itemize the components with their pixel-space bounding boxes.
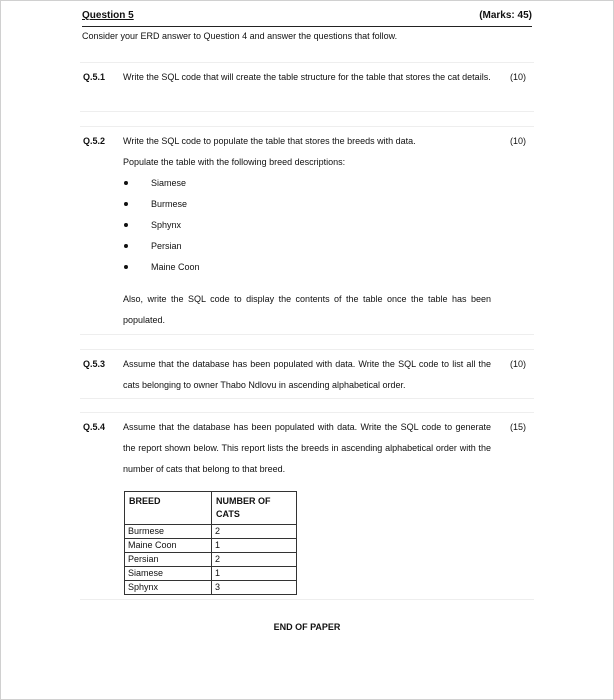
- question-number: Q.5.2: [83, 136, 106, 146]
- breed-name: Maine Coon: [151, 262, 200, 272]
- table-row: [125, 525, 297, 539]
- question-number: Q.5.3: [83, 359, 106, 369]
- question-block-5-3: [80, 349, 534, 399]
- question-text: Assume that the database has been populated with data. Write the SQL code to generate the report shown below. This report lists the breeds in ascending alphabetical order with the number of cats that belong to that breed.: [123, 422, 491, 474]
- breed-list: [123, 173, 200, 278]
- breed-cell: Siamese: [125, 567, 212, 581]
- list-item: [123, 173, 200, 194]
- question-block-5-4: [80, 412, 534, 600]
- question-text-line2: Populate the table with the following breed descriptions:: [123, 157, 346, 167]
- bullet-icon: [124, 181, 128, 185]
- column-header-number-of-cats: NUMBER OF CATS: [212, 492, 297, 525]
- question-number: Q.5.1: [83, 72, 106, 82]
- column-header-breed: BREED: [125, 492, 212, 525]
- breed-cell: Sphynx: [125, 581, 212, 595]
- list-item: [123, 194, 200, 215]
- breed-cell: Maine Coon: [125, 539, 212, 553]
- breed-name: Persian: [151, 241, 182, 251]
- table-row: [125, 567, 297, 581]
- question-marks-value: (10): [509, 359, 526, 369]
- bullet-icon: [124, 265, 128, 269]
- question-title: Question 5: [82, 10, 134, 21]
- question-text-after: Also, write the SQL code to display the contents of the table once the table has been populated.: [123, 294, 491, 325]
- question-block-5-2: [80, 126, 534, 335]
- table-row: [125, 553, 297, 567]
- count-cell: 1: [212, 539, 297, 553]
- question-block-5-1: [80, 62, 534, 112]
- count-cell: 2: [212, 553, 297, 567]
- question-text: Assume that the database has been populated with data. Write the SQL code to list all the cats belonging to owner Thabo Ndlovu in ascending alphabetical order.: [123, 359, 491, 390]
- breed-cell: Burmese: [125, 525, 212, 539]
- table-header-row: [125, 492, 297, 525]
- count-cell: 3: [212, 581, 297, 595]
- question-text-line1: Write the SQL code to populate the table that stores the breeds with data.: [123, 136, 416, 146]
- question-marks: (Marks: 45): [479, 10, 532, 21]
- breed-cell: Persian: [125, 553, 212, 567]
- count-cell: 1: [212, 567, 297, 581]
- breed-name: Burmese: [151, 199, 188, 209]
- end-of-paper: END OF PAPER: [273, 622, 341, 632]
- question-marks-value: (15): [509, 422, 526, 432]
- bullet-icon: [124, 202, 128, 206]
- list-item: [123, 236, 200, 257]
- bullet-icon: [124, 223, 128, 227]
- question-header: [82, 10, 532, 27]
- bullet-icon: [124, 244, 128, 248]
- table-row: [125, 581, 297, 595]
- question-marks-value: (10): [509, 72, 526, 82]
- list-item: [123, 257, 200, 278]
- question-number: Q.5.4: [83, 422, 106, 432]
- count-cell: 2: [212, 525, 297, 539]
- question-marks-value: (10): [509, 136, 526, 146]
- table-row: [125, 539, 297, 553]
- breed-name: Sphynx: [151, 220, 182, 230]
- list-item: [123, 215, 200, 236]
- intro-text: Consider your ERD answer to Question 4 and answer the questions that follow.: [82, 31, 398, 41]
- report-table: [124, 491, 297, 595]
- breed-name: Siamese: [151, 178, 187, 188]
- question-text: Write the SQL code that will create the table structure for the table that stores the cat details.: [123, 72, 491, 82]
